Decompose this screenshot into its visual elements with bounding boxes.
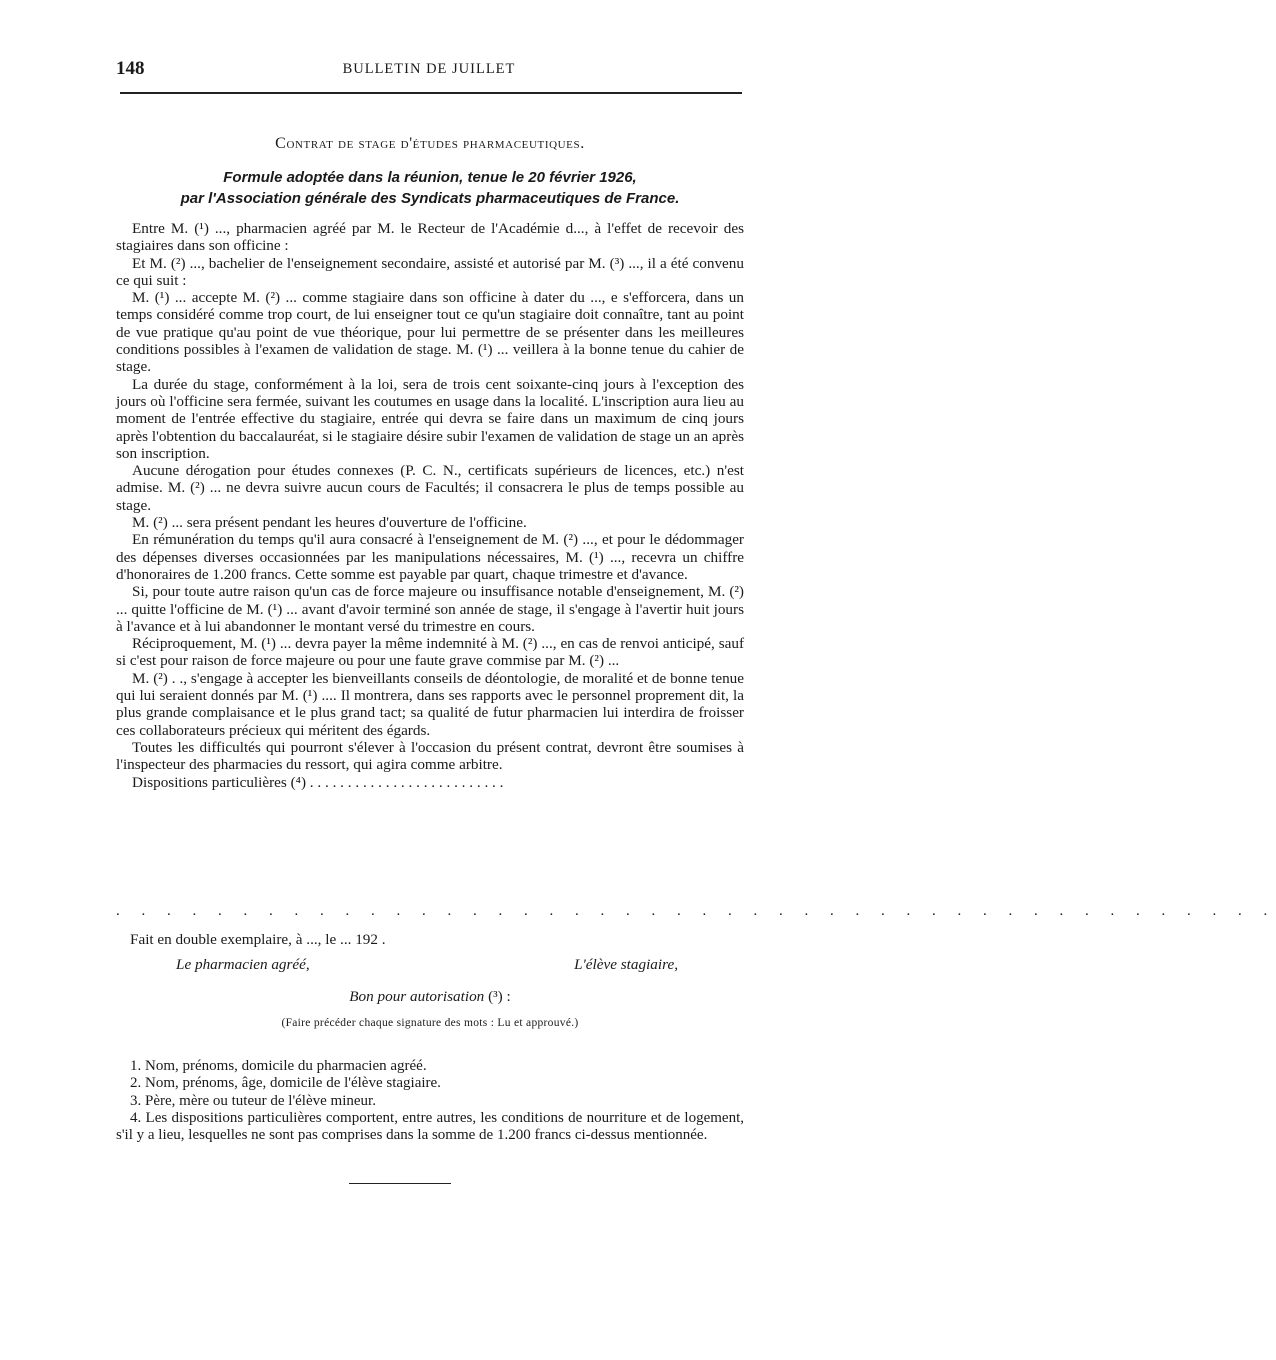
paragraph: M. (¹) ... accepte M. (²) ... comme stagiaire dans son officine à dater du ..., e s'efforcera, dans un temps considéré comme trop court, de lui enseigner tout ce qu'un stagiaire doit connaître, tant au point de vue pratique qu'au point de vue théorique, pour lui permettre de se présenter dans les meilleures conditions possibles à l'examen de validation de stage. M. (¹) ... veillera à la bonne tenue du cahier de stage. bbox=[116, 289, 744, 376]
article-title: Contrat de stage d'études pharmaceutiques. bbox=[275, 135, 585, 152]
header-rule bbox=[120, 92, 742, 94]
fait-en-double: Fait en double exemplaire, à ..., le ... 192 . bbox=[130, 931, 386, 948]
article-subtitle bbox=[116, 167, 744, 209]
subtitle-line: par l'Association générale des Syndicats pharmaceutiques de France. bbox=[180, 190, 680, 207]
dotted-line: . . . . . . . . . . . . . . . . . . . . . . . . . . . . . . . . . . . . . . . . . . . . . . bbox=[116, 903, 1276, 919]
paragraph: Dispositions particulières (⁴) . . . . . . . . . . . . . . . . . . . . . . . . . . bbox=[132, 773, 504, 791]
paragraph: Réciproquement, M. (¹) ... devra payer la même indemnité à M. (²) ..., en cas de renvoi anticipé, sauf si c'est pour raison de force majeure ou pour une faute grave commise par M. (²) ... bbox=[116, 635, 744, 670]
page-header bbox=[116, 58, 742, 86]
paragraph: M. (²) . ., s'engage à accepter les bienveillants conseils de déontologie, de moralité et de bonne tenue qui lui seraient donnés par M. (¹) .... Il montrera, dans ses rapports avec le personnel proprement dit, la plus grande complaisance et le plus grand tact; sa qualité de futur pharmacien lui interdira de froisser ces collaborateurs précieux qui méritent des égards. bbox=[116, 669, 744, 739]
paragraph: Entre M. (¹) ..., pharmacien agréé par M. le Recteur de l'Académie d..., à l'effet de recevoir des stagiaires dans son officine : bbox=[116, 220, 744, 255]
signature-instruction: (Faire précéder chaque signature des mots : Lu et approuvé.) bbox=[281, 1017, 579, 1029]
footnote: 1. Nom, prénoms, domicile du pharmacien agréé. bbox=[130, 1058, 427, 1074]
paragraph: Si, pour toute autre raison qu'un cas de force majeure ou insuffisance notable d'enseignement, M. (²) ... quitte l'officine de M. (¹) ... avant d'avoir terminé son année de stage, il s'engage à l'avertir huit jours à l'avance et à lui abandonner le montant versé du trimestre en cours. bbox=[116, 583, 744, 635]
end-rule bbox=[349, 1183, 451, 1184]
bon-footnote-ref: (³) : bbox=[484, 988, 511, 1005]
paragraph: Et M. (²) ..., bachelier de l'enseignement secondaire, assisté et autorisé par M. (³) ..., il a été convenu ce qui suit : bbox=[116, 254, 744, 289]
contract-body bbox=[116, 220, 744, 791]
paragraph: M. (²) ... sera présent pendant les heures d'ouverture de l'officine. bbox=[132, 514, 527, 532]
footnote: 3. Père, mère ou tuteur de l'élève mineur. bbox=[130, 1092, 376, 1109]
subtitle-line: Formule adoptée dans la réunion, tenue le 20 février 1926, bbox=[223, 169, 637, 186]
running-title: BULLETIN DE JUILLET bbox=[342, 61, 516, 77]
paragraph: En rémunération du temps qu'il aura consacré à l'enseignement de M. (²) ..., et pour le dédommager des dépenses diverses occasionnées par les manipulations nécessaires, M. (¹) ..., recevra un chiffre d'honoraires de 1.200 francs. Cette somme est payable par quart, chaque trimestre et d'avance. bbox=[116, 531, 744, 583]
signature-eleve: L'élève stagiaire, bbox=[574, 956, 678, 973]
paragraph: La durée du stage, conformément à la loi, sera de trois cent soixante-cinq jours à l'exception des jours où l'officine sera fermée, suivant les coutumes en usage dans la localité. L'inscription aura lieu au moment de l'entrée effective du stagiaire, entrée qui devra se faire dans un maximum de cinq jours après l'obtention du baccalauréat, si le stagiaire désire subir l'examen de validation de stage un an après son inscription. bbox=[116, 375, 744, 462]
bon-pour-autorisation bbox=[116, 988, 744, 1006]
footnotes bbox=[116, 1058, 744, 1144]
footnote: 4. Les dispositions particulières comportent, entre autres, les conditions de nourriture et de logement, s'il y a lieu, lesquelles ne sont pas comprises dans la somme de 1.200 francs ci-dessus mentionnée. bbox=[116, 1109, 744, 1144]
signature-pharmacien: Le pharmacien agréé, bbox=[176, 956, 310, 973]
paragraph: Aucune dérogation pour études connexes (P. C. N., certificats supérieurs de licences, etc.) n'est admise. M. (²) ... ne devra suivre aucun cours de Facultés; il consacrera le plus de temps possible au stage. bbox=[116, 462, 744, 514]
footnote: 2. Nom, prénoms, âge, domicile de l'élève stagiaire. bbox=[130, 1075, 441, 1092]
paragraph: Toutes les difficultés qui pourront s'élever à l'occasion du présent contrat, devront être soumises à l'inspecteur des pharmacies du ressort, qui agira comme arbitre. bbox=[116, 738, 744, 774]
bon-pour-autorisation-label: Bon pour autorisation bbox=[349, 988, 485, 1005]
page-number: 148 bbox=[116, 58, 145, 79]
